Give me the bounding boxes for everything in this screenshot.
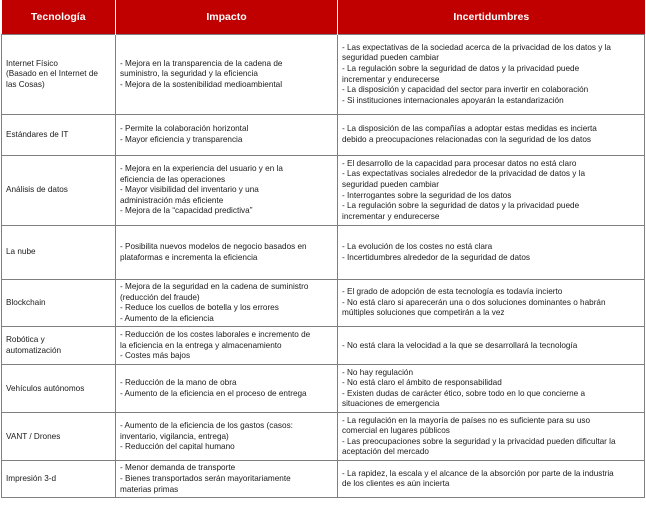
table-header xyxy=(2,0,645,35)
technology-cell xyxy=(2,156,116,226)
uncertainty-cell xyxy=(338,327,645,365)
table-row xyxy=(2,226,645,280)
impact-cell xyxy=(116,226,338,280)
uncertainty-text: - La rapidez, la escala y el alcance de la absorción por parte de la industria de los clientes es aún incierta xyxy=(342,468,614,489)
technology-cell xyxy=(2,226,116,280)
table-row xyxy=(2,461,645,498)
impact-text: - Posibilita nuevos modelos de negocio basados en plataformas e incrementa la eficiencia xyxy=(120,241,307,262)
uncertainty-text: - No hay regulación - No está claro el ámbito de responsabilidad - Existen dudas de carácter ético, sobre todo en lo que concierne a situaciones de emergencia xyxy=(342,367,586,409)
technology-label: Impresión 3-d xyxy=(6,473,57,483)
technology-label: La nube xyxy=(6,247,36,257)
header-impact: Impacto xyxy=(116,0,338,35)
uncertainty-cell xyxy=(338,280,645,327)
uncertainty-cell xyxy=(338,35,645,115)
impact-text: - Reducción de los costes laborales e incremento de la eficiencia en la entrega y almacenamiento - Costes más bajos xyxy=(120,329,311,361)
impact-cell xyxy=(116,115,338,156)
technology-label: Robótica y automatización xyxy=(6,335,62,355)
technology-label: Blockchain xyxy=(6,297,46,307)
table-row xyxy=(2,365,645,413)
impact-cell xyxy=(116,365,338,413)
table-row xyxy=(2,327,645,365)
technology-cell xyxy=(2,365,116,413)
technology-label: Análisis de datos xyxy=(6,185,68,195)
table-row xyxy=(2,280,645,327)
technology-cell xyxy=(2,115,116,156)
table-row xyxy=(2,413,645,461)
uncertainty-text: - La disposición de las compañías a adoptar estas medidas es incierta debido a preocupaciones relacionadas con la seguridad de los datos xyxy=(342,124,597,144)
table-row xyxy=(2,156,645,226)
uncertainty-text: - Las expectativas de la sociedad acerca de la privacidad de los datos y la seguridad pueden cambiar - La regulación sobre la seguridad de datos y la privacidad puede incrementar y endurecerse - La disposición y capacidad del sector para invertir en colaboración - Si instituciones internacionales apoyarán la estandarización xyxy=(342,42,611,105)
technology-impact-table xyxy=(1,0,645,498)
uncertainty-cell xyxy=(338,461,645,498)
technology-label: VANT / Drones xyxy=(6,431,61,441)
table-row xyxy=(2,35,645,115)
uncertainty-text: - No está clara la velocidad a la que se desarrollará la tecnología xyxy=(342,340,578,350)
impact-cell xyxy=(116,327,338,365)
uncertainty-cell xyxy=(338,413,645,461)
technology-cell xyxy=(2,461,116,498)
table-body xyxy=(2,35,645,498)
header-technology: Tecnología xyxy=(2,0,116,35)
impact-text: - Mejora de la seguridad en la cadena de suministro (reducción del fraude) - Reduce los cuellos de botella y los errores - Aumento de la eficiencia xyxy=(120,282,309,323)
technology-cell xyxy=(2,280,116,327)
uncertainty-text: - El grado de adopción de esta tecnología es todavía incierto - No está claro si aparecerán una o dos soluciones dominantes o habrán múltiples soluciones que competirán a la vez xyxy=(342,287,606,318)
technology-cell xyxy=(2,327,116,365)
impact-cell xyxy=(116,461,338,498)
technology-label: Estándares de IT xyxy=(6,129,69,139)
impact-cell xyxy=(116,156,338,226)
uncertainty-text: - El desarrollo de la capacidad para procesar datos no está claro - Las expectativas sociales alrededor de la privacidad de datos y la seguridad pueden cambiar - Interrogantes sobre la seguridad de los datos - La regulación sobre la seguridad de datos y la privacidad puede incrementar y endurecerse xyxy=(342,158,586,221)
impact-cell xyxy=(116,413,338,461)
impact-text: - Reducción de la mano de obra - Aumento de la eficiencia en el proceso de entrega xyxy=(120,378,307,398)
impact-text: - Aumento de la eficiencia de los gastos (casos: inventario, vigilancia, entrega) - Reducción del capital humano xyxy=(120,420,293,452)
uncertainty-cell xyxy=(338,226,645,280)
uncertainty-cell xyxy=(338,156,645,226)
impact-cell xyxy=(116,280,338,327)
header-uncertainties: Incertidumbres xyxy=(338,0,645,35)
uncertainty-cell xyxy=(338,365,645,413)
uncertainty-text: - La evolución de los costes no está clara - Incertidumbres alrededor de la seguridad de datos xyxy=(342,241,530,262)
impact-text: - Menor demanda de transporte - Bienes transportados serán mayoritariamente materias primas xyxy=(120,463,291,494)
uncertainty-text: - La regulación en la mayoría de países no es suficiente para su uso comercial en lugares públicos - Las preocupaciones sobre la seguridad y la privacidad pueden dificultar la aceptación del mercado xyxy=(342,415,616,457)
technology-cell xyxy=(2,413,116,461)
impact-text: - Permite la colaboración horizontal - Mayor eficiencia y transparencia xyxy=(120,124,249,144)
impact-text: - Mejora en la experiencia del usuario y en la eficiencia de las operaciones - Mayor visibilidad del inventario y una administración más eficiente - Mejora de la “capacidad predictiva” xyxy=(120,164,283,216)
uncertainty-cell xyxy=(338,115,645,156)
technology-cell xyxy=(2,35,116,115)
technology-label: Vehículos autónomos xyxy=(6,383,85,393)
impact-text: - Mejora en la transparencia de la cadena de suministro, la seguridad y la eficiencia - Mejora de la sostenibilidad medioambiental xyxy=(120,58,283,89)
technology-label: Internet Físico (Basado en el Internet de las Cosas) xyxy=(6,58,98,89)
impact-cell xyxy=(116,35,338,115)
table-row xyxy=(2,115,645,156)
